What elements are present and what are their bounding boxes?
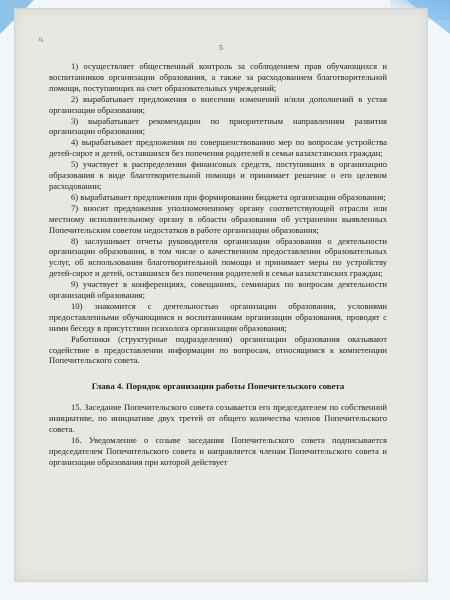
document-page [14, 8, 428, 582]
paragraph: 3) вырабатывает рекомендации по приоритетным направлениям развития организации образования; [49, 115, 387, 137]
paragraph: 10) знакомится с деятельностью организации образования, условиями предоставленными обучающимся и воспитанникам организации образования, проводят с ними беседу в присутствии психолога организации образования; [49, 300, 387, 333]
paragraph: 16. Уведомление о созыве заседания Попечительского совета подписывается председателем Попечительского совета и направляется членам Попечительского совета и организации образования при которой действует [49, 435, 387, 467]
paragraph: 8) заслушивает отчеты руководителя организации образования о деятельности организации образования, в том числе о качественном предоставлении образовательных услуг, об использовании благотворительной помощи и принимает меры по устройству детей-сирот и детей, оставшихся без попечения родителей в семьи казахстанских граждан; [49, 235, 387, 279]
page-number: 5 [219, 43, 223, 52]
paragraph: 15. Заседание Попечительского совета созывается его председателем по собственной инициативе, по инициативе двух третей от общего количества членов Попечительского совета. [49, 402, 387, 435]
corner-mark: ц [39, 35, 43, 43]
chapter-heading: Глава 4. Порядок организации работы Попечительского совета [91, 381, 345, 392]
paragraph: 6) вырабатывает предложения при формировании бюджета организации образования; [71, 191, 386, 202]
paragraph: 7) вносит предложения уполномоченному органу соответствующей отрасли или местному исполнительному органу в области образования об устранении выявленных Попечительским советом недостатков в работе организации образования; [49, 202, 387, 235]
paragraph: 2) вырабатывает предложения о внесении изменений и/или дополнений в устав организации образования; [49, 93, 387, 115]
paragraph: 5) участвует в распределении финансовых средств, поступивших в организацию образования в виде благотворительной помощи и принимает решение о его целевом расходовании; [49, 159, 387, 191]
paragraph: 9) участвует в конференциях, совещаниях, семинарах по вопросам деятельности организаций образования; [49, 279, 387, 301]
document-body [49, 61, 387, 468]
paragraph: Работники (структурные подразделения) организации образования оказывают содействие в предоставлении информации по вопросам, относящимся к компетенции Попечительского совета. [49, 333, 387, 366]
paragraph: 4) вырабатывает предложения по совершенствованию мер по вопросам устройства детей-сирот и детей, оставшихся без попечения родителей в семьи казахстанских граждан; [49, 137, 387, 159]
paragraph: 1) осуществляет общественный контроль за соблюдением прав обучающихся и воспитанников организации образования, а также за расходованием благотворительной помощи, поступающих на счет образовательных учреждений; [49, 61, 387, 93]
